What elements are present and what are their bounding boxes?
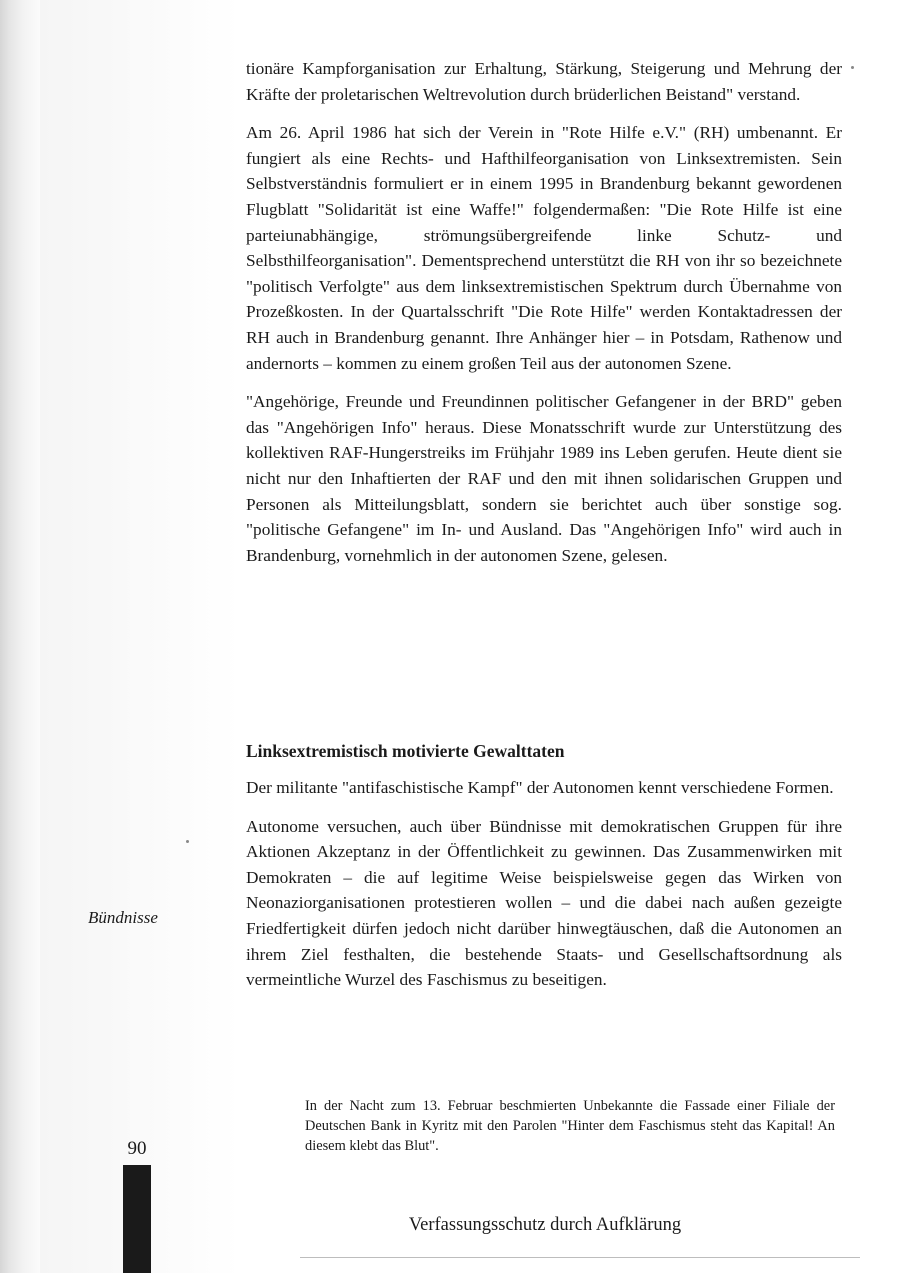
paragraph-buendnisse: Autonome versuchen, auch über Bündnisse mit demokratischen Gruppen für ihre Aktionen Akzeptanz in der Öffentlichkeit zu gewinnen. Das Zusammenwirken mit Demokraten – die auf legitime Weise beispielsweise gegen das Wirken von Neonaziorganisationen protestieren wollen – und die dabei nach außen gezeigte Friedfertigkeit dürfen jedoch nicht darüber hinwegtäuschen, daß die Autonomen an ihrem Ziel festhalten, die bestehende Staats- und Gesellschaftsordnung als vermeintliche Wurzel des Faschismus zu beseitigen. (246, 816, 842, 990)
scan-edge-shadow (0, 0, 40, 1273)
paragraph-militant-kampf: Der militante "antifaschistische Kampf" der Autonomen kennt verschiedene Formen. (246, 778, 834, 797)
paragraph-angehoerigen-info: "Angehörige, Freunde und Freundinnen politischer Gefangener in der BRD" geben das "Angehörigen Info" heraus. Diese Monatsschrift wurde zur Unterstützung des kollektiven RAF-Hungerstreiks im Frühjahr 1989 ins Leben gerufen. Heute dient sie nicht nur den Inhaftierten der RAF und den mit ihnen solidarischen Gruppen und Personen als Mitteilungsblatt, sondern sie berichtet auch über sonstige sog. "politische Gefangene" im In- und Ausland. Das "Angehörigen Info" wird auch in Brandenburg, vornehmlich in der autonomen Szene, gelesen. (246, 392, 842, 565)
scan-speck (186, 840, 189, 843)
margin-note: Bündnisse (88, 908, 158, 927)
incident-note: In der Nacht zum 13. Februar beschmierten Unbekannte die Fassade einer Filiale der Deutschen Bank in Kyritz mit den Parolen "Hinter dem Faschismus steht das Kapital! An diesem klebt das Blut". (305, 1098, 835, 1154)
paragraph-continuation: tionäre Kampforganisation zur Erhaltung, Stärkung, Steigerung und Mehrung der Kräfte der proletarischen Weltrevolution durch brüderlichen Beistand" verstand. (246, 59, 842, 104)
margin-column (40, 0, 240, 1273)
running-footer: Verfassungsschutz durch Aufklärung (408, 1215, 682, 1235)
paragraph-rote-hilfe: Am 26. April 1986 hat sich der Verein in "Rote Hilfe e.V." (RH) umbenannt. Er fungiert als eine Rechts- und Hafthilfeorganisation von Linksextremisten. Sein Selbstverständnis formuliert er in einem 1995 in Brandenburg bekannt gewordenen Flugblatt "Solidarität ist eine Waffe!" folgendermaßen: "Die Rote Hilfe ist eine parteiunabhängige, strömungsübergreifende linke Schutz- und Selbsthilfeorganisation". Dementsprechend unterstützt die RH von ihr so bezeichnete "politisch Verfolgte" aus dem linksextremistischen Spektrum durch Übernahme von Prozeßkosten. In der Quartalsschrift "Die Rote Hilfe" werden Kontaktadressen der RH auch in Brandenburg genannt. Ihre Anhänger hier – in Potsdam, Rathenow und andernorts – kommen zu einem großen Teil aus der autonomen Szene. (246, 123, 842, 373)
scan-speck (851, 66, 854, 69)
page-number: 90 (127, 1138, 147, 1159)
body-text-bottom (246, 775, 842, 1006)
section-heading: Linksextremistisch motivierte Gewalttaten (246, 741, 565, 761)
body-text-top (246, 56, 842, 581)
footer-rule (300, 1257, 860, 1258)
page-marker-bar (123, 1165, 151, 1273)
